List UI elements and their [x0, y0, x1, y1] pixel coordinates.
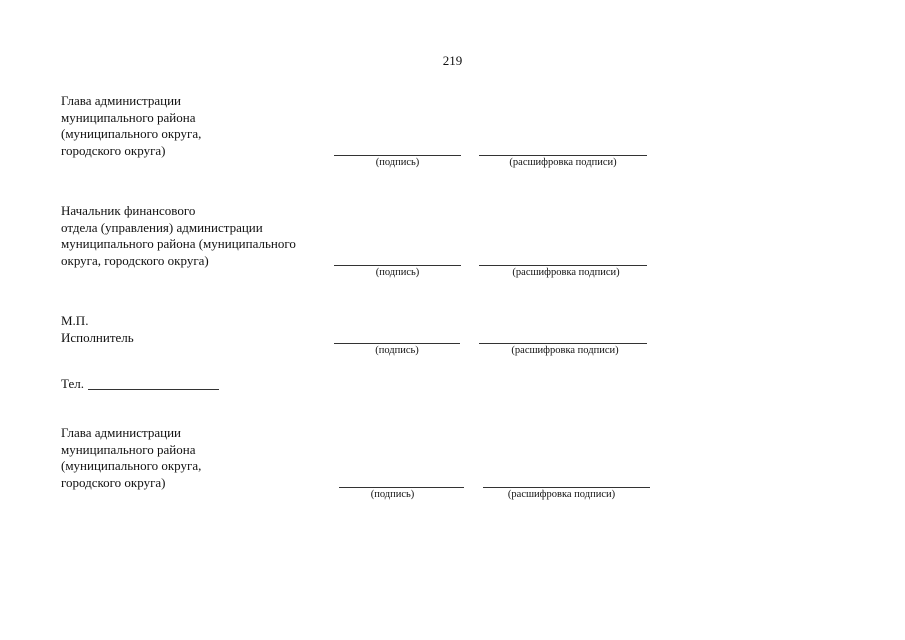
signature-line	[334, 265, 461, 266]
decoding-line	[479, 265, 647, 266]
signature-caption: (подпись)	[375, 267, 420, 278]
signature-line	[334, 155, 461, 156]
decoding-caption: (расшифровка подписи)	[507, 489, 616, 500]
decoding-caption: (расшифровка подписи)	[511, 345, 619, 356]
page-number: 219	[442, 53, 463, 68]
block-label	[61, 313, 134, 346]
decoding-caption: (расшифровка подписи)	[509, 157, 617, 168]
label-line: муниципального района	[61, 109, 196, 125]
label-line: Глава администрации	[61, 425, 182, 440]
phone-label: Тел.	[61, 376, 84, 391]
label-line: Исполнитель	[61, 329, 134, 345]
signature-caption: (подпись)	[375, 345, 419, 356]
label-line: округа, городского округа)	[61, 252, 209, 268]
block-label	[61, 425, 201, 491]
label-line: отдела (управления) администрации	[61, 219, 263, 235]
label-line: Глава администрации	[61, 93, 182, 108]
decoding-line	[479, 343, 647, 344]
decoding-caption: (расшифровка подписи)	[512, 267, 620, 278]
decoding-line	[479, 155, 647, 156]
phone-line	[88, 389, 219, 390]
label-line: (муниципального округа,	[61, 126, 202, 141]
signature-line	[334, 343, 460, 344]
label-line: муниципального района	[61, 441, 196, 457]
label-line: муниципального района (муниципального	[61, 236, 296, 251]
decoding-line	[483, 487, 650, 488]
signature-caption: (подпись)	[370, 489, 415, 500]
block-label	[61, 203, 296, 269]
block-label	[61, 93, 201, 159]
label-line: (муниципального округа,	[61, 458, 202, 473]
label-line: городского округа)	[61, 474, 166, 490]
label-line: М.П.	[61, 313, 89, 328]
phone-field	[61, 376, 219, 392]
label-line: Начальник финансового	[61, 203, 196, 218]
label-line: городского округа)	[61, 142, 166, 158]
signature-caption: (подпись)	[375, 157, 420, 168]
signature-line	[339, 487, 464, 488]
